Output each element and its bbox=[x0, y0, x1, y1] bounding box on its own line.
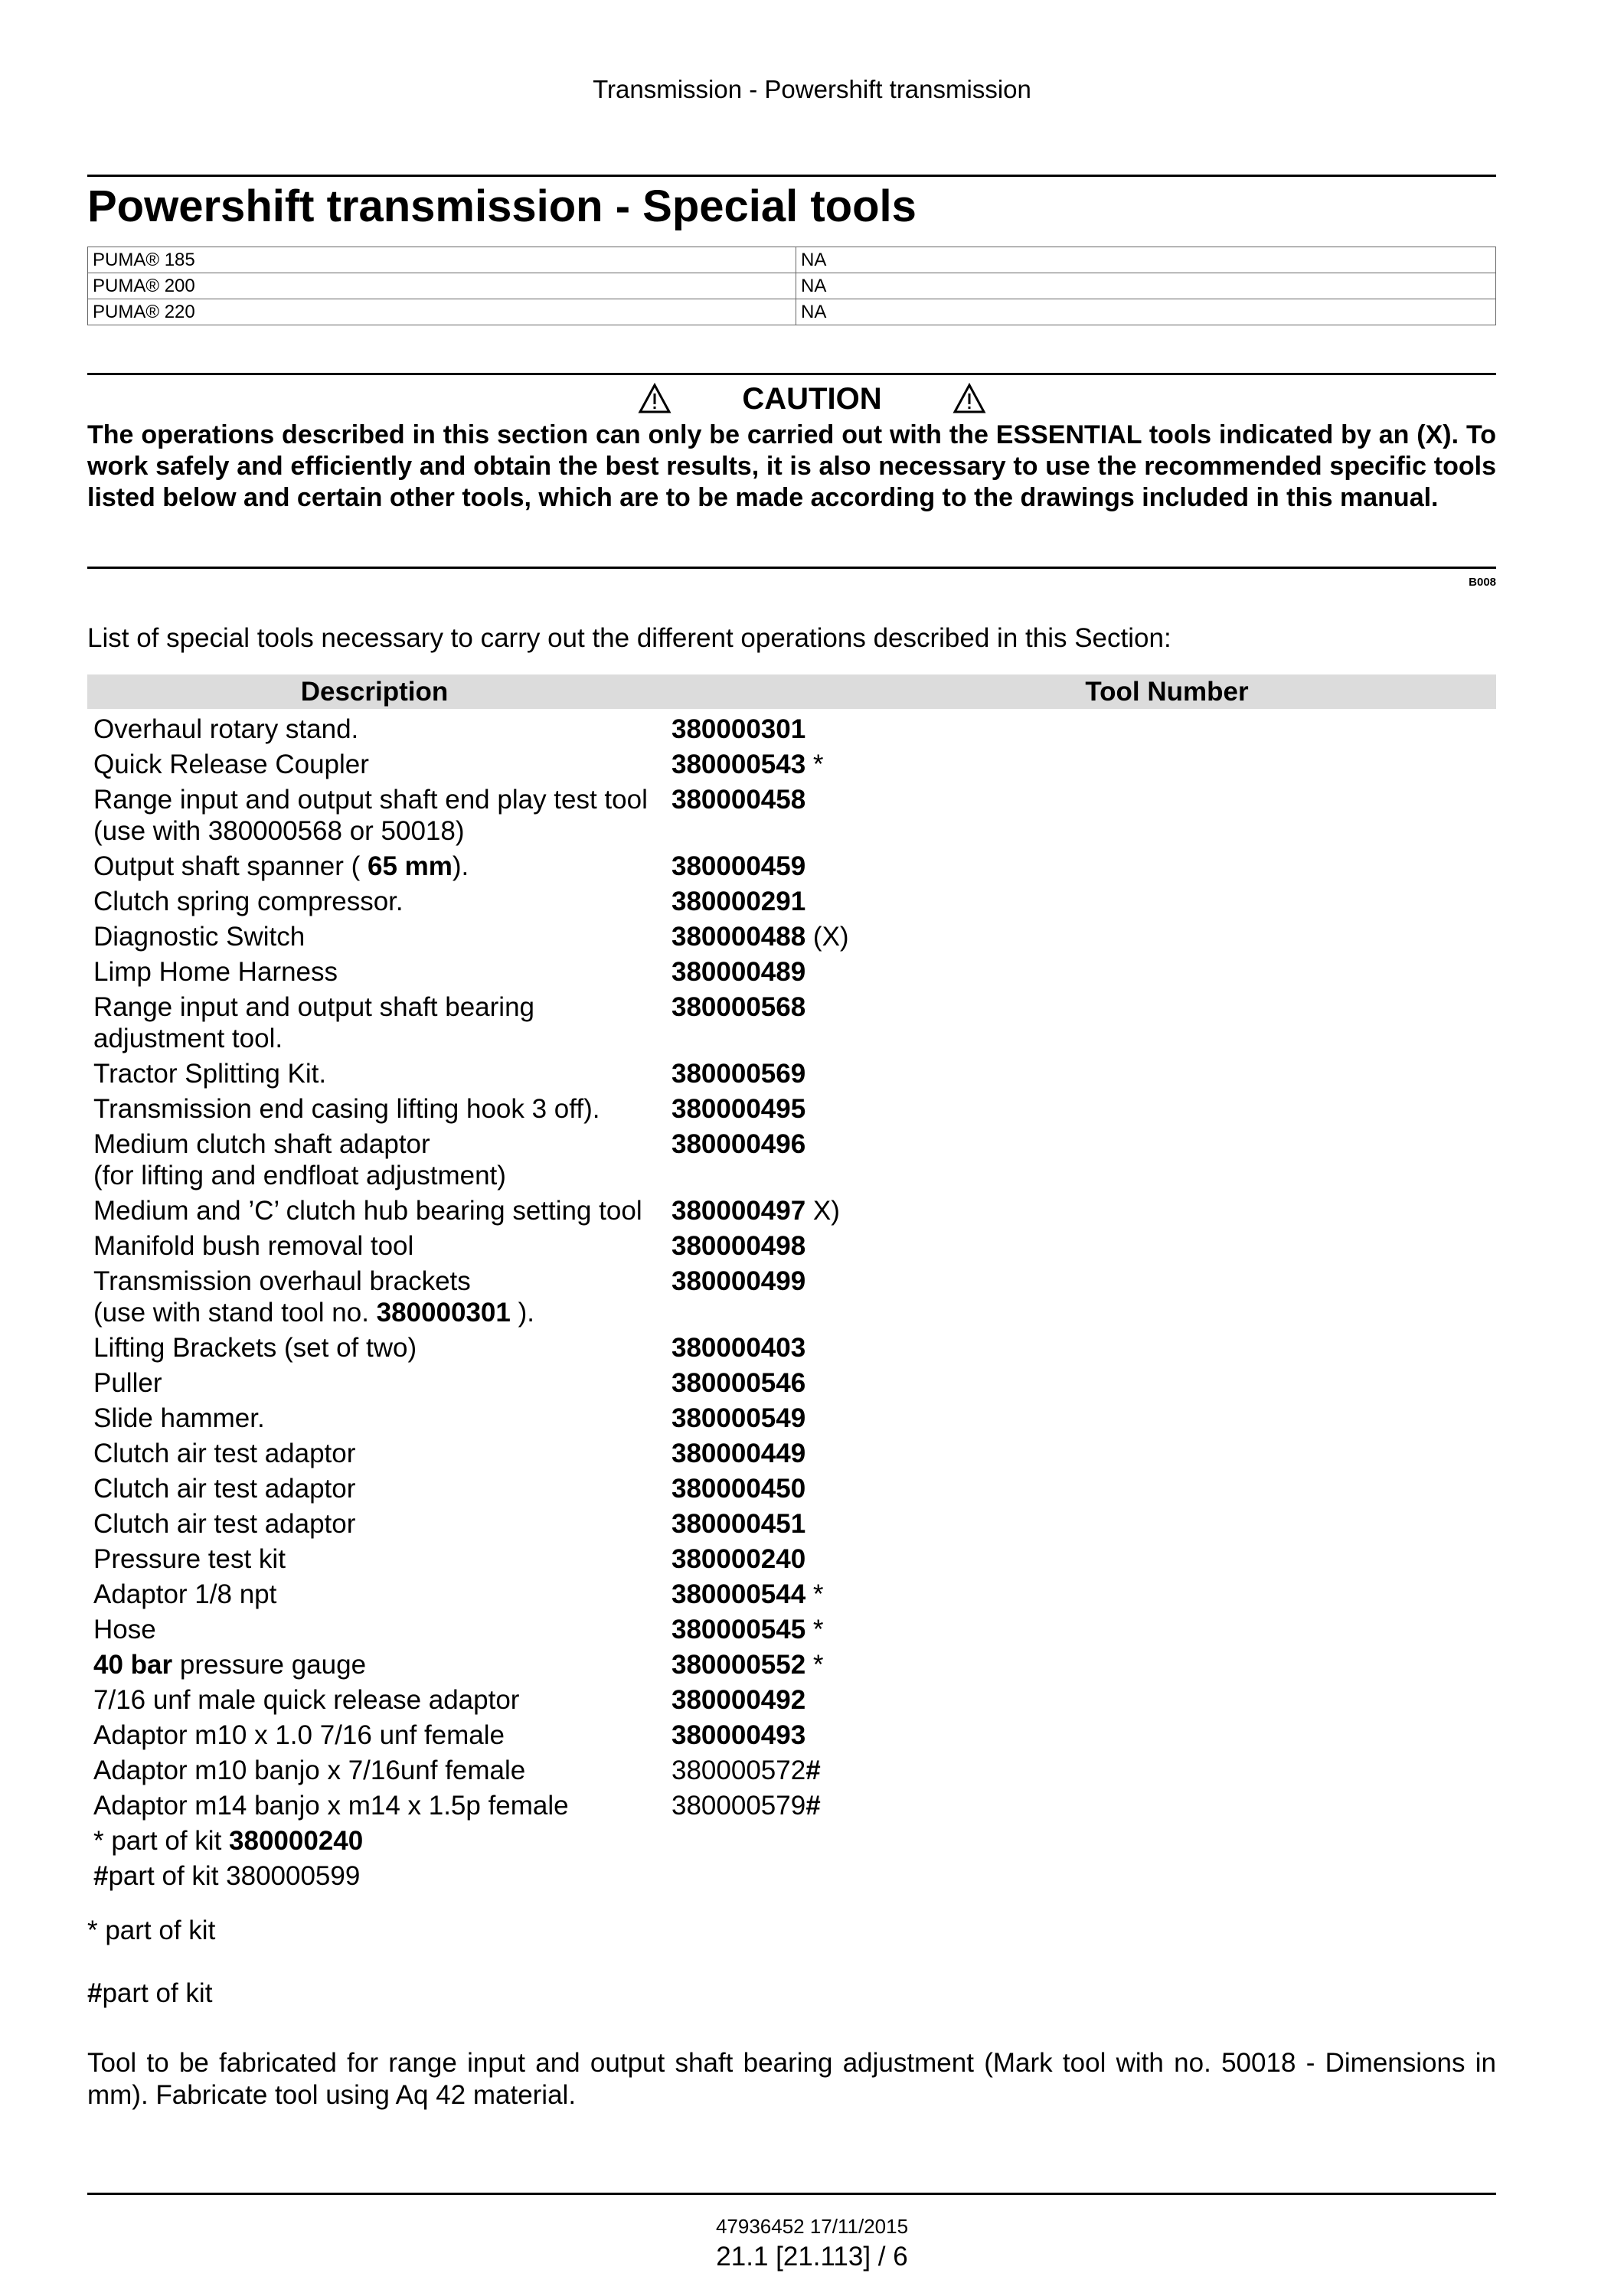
tool-description: Slide hammer. bbox=[93, 1403, 265, 1433]
tool-number: 380000496 bbox=[671, 1129, 806, 1159]
table-row bbox=[93, 956, 1495, 988]
tool-description: Pressure test kit bbox=[93, 1544, 286, 1574]
note-star: * part of kit bbox=[87, 1916, 216, 1945]
tool-number: 380000495 bbox=[671, 1094, 806, 1124]
table-row bbox=[93, 1473, 1495, 1504]
tool-number: 380000546 bbox=[671, 1368, 806, 1398]
tool-description: Adaptor 1/8 npt bbox=[93, 1579, 277, 1609]
tool-number: 380000301 bbox=[671, 714, 806, 744]
table-row bbox=[93, 1649, 1495, 1680]
tool-number: 380000498 bbox=[671, 1231, 806, 1261]
table-row bbox=[93, 1579, 1495, 1610]
tool-description: * part of kit 380000240 bbox=[93, 1826, 364, 1856]
tool-description: Output shaft spanner ( 65 mm). bbox=[93, 851, 469, 881]
table-row bbox=[93, 1128, 1495, 1191]
table-row bbox=[93, 921, 1495, 952]
table-row bbox=[93, 991, 1495, 1054]
document-code: 47936452 17/11/2015 bbox=[715, 2215, 909, 2238]
tool-number: 380000493 bbox=[671, 1720, 806, 1750]
tool-description: 40 bar pressure gauge bbox=[93, 1650, 367, 1680]
tool-number: 380000458 bbox=[671, 785, 806, 815]
title-divider bbox=[87, 175, 1496, 177]
caution-label: CAUTION bbox=[742, 381, 882, 416]
table-row bbox=[93, 1508, 1495, 1540]
tool-description: Limp Home Harness bbox=[93, 957, 338, 987]
tool-description: Clutch air test adaptor bbox=[93, 1509, 356, 1539]
running-title: Transmission - Powershift transmission bbox=[593, 75, 1031, 103]
table-row bbox=[93, 1266, 1495, 1328]
table-row bbox=[93, 1720, 1495, 1751]
table-row bbox=[93, 1195, 1495, 1226]
tool-description: #part of kit 380000599 bbox=[93, 1861, 361, 1891]
tools-table-header bbox=[87, 674, 1496, 709]
table-row bbox=[93, 1755, 1495, 1786]
tool-description: Adaptor m10 banjo x 7/16unf female bbox=[93, 1755, 526, 1785]
tool-description: Range input and output shaft end play test tool (use with 380000568 or 50018) bbox=[93, 785, 648, 846]
tool-number: 380000545 * bbox=[671, 1615, 824, 1644]
table-row bbox=[93, 1403, 1495, 1434]
tool-number: 380000497 X) bbox=[671, 1196, 840, 1226]
tool-number: 380000552 * bbox=[671, 1650, 824, 1680]
models-table bbox=[87, 247, 1496, 325]
tool-number: 380000459 bbox=[671, 851, 806, 881]
tool-number: 380000549 bbox=[671, 1403, 806, 1433]
tool-number: 380000449 bbox=[671, 1439, 806, 1468]
tool-number: 380000489 bbox=[671, 957, 806, 987]
table-row bbox=[93, 784, 1495, 847]
tool-number: 380000291 bbox=[671, 887, 806, 916]
tool-number: 380000543 * bbox=[671, 750, 824, 779]
table-row bbox=[88, 299, 1496, 325]
tool-number: 380000492 bbox=[671, 1685, 806, 1715]
table-row bbox=[93, 749, 1495, 780]
footer-divider bbox=[87, 2193, 1496, 2195]
tool-description: Manifold bush removal tool bbox=[93, 1231, 414, 1261]
tool-number: 380000499 bbox=[671, 1266, 806, 1296]
table-row bbox=[93, 1684, 1495, 1716]
tool-description: Medium and ’C’ clutch hub bearing setting tool bbox=[93, 1196, 642, 1226]
tool-description: Adaptor m14 banjo x m14 x 1.5p female bbox=[93, 1791, 569, 1821]
tool-description: Overhaul rotary stand. bbox=[93, 714, 359, 744]
table-row bbox=[88, 247, 1496, 273]
tool-number: 380000568 bbox=[671, 992, 806, 1022]
warning-triangle-icon bbox=[953, 382, 986, 416]
tool-description: Tractor Splitting Kit. bbox=[93, 1059, 327, 1089]
model-value: NA bbox=[796, 299, 1496, 325]
model-value: NA bbox=[796, 273, 1496, 299]
header-description: Description bbox=[300, 677, 449, 707]
tool-description: Adaptor m10 x 1.0 7/16 unf female bbox=[93, 1720, 505, 1750]
tool-number: 380000488 (X) bbox=[671, 922, 849, 952]
table-row bbox=[93, 886, 1495, 917]
caution-top-divider bbox=[87, 373, 1496, 375]
tool-description: Quick Release Coupler bbox=[93, 750, 369, 779]
tool-description: Clutch air test adaptor bbox=[93, 1439, 356, 1468]
tool-number: 380000544 * bbox=[671, 1579, 824, 1609]
tool-description: Diagnostic Switch bbox=[93, 922, 306, 952]
caution-text: The operations described in this section can only be carried out with the ESSENTIAL tools indicated by an (X). To work safely and efficiently and obtain the best results, it is also necessary to use the recommended specific tools listed below and certain other tools, which are to be made according to the drawings included in this manual. bbox=[87, 420, 1496, 512]
tool-description: Range input and output shaft bearing adjustment tool. bbox=[93, 992, 534, 1053]
tool-number: 380000403 bbox=[671, 1333, 806, 1363]
model-name: PUMA® 200 bbox=[88, 273, 796, 299]
tool-description: Transmission end casing lifting hook 3 off). bbox=[93, 1094, 600, 1124]
table-row bbox=[93, 1825, 1495, 1857]
page-title: Powershift transmission - Special tools bbox=[87, 181, 917, 231]
caution-heading bbox=[0, 380, 1624, 416]
table-row bbox=[93, 1058, 1495, 1089]
table-row bbox=[93, 1614, 1495, 1645]
table-row bbox=[93, 714, 1495, 745]
tool-description: Medium clutch shaft adaptor (for lifting and endfloat adjustment) bbox=[93, 1129, 506, 1190]
table-row bbox=[93, 1543, 1495, 1575]
tool-number: 380000579# bbox=[671, 1791, 821, 1821]
tool-description: 7/16 unf male quick release adaptor bbox=[93, 1685, 520, 1715]
table-row bbox=[93, 1367, 1495, 1399]
table-row bbox=[93, 851, 1495, 882]
tool-description: Transmission overhaul brackets (use with stand tool no. 380000301 ). bbox=[93, 1266, 534, 1328]
fabrication-note: Tool to be fabricated for range input and output shaft bearing adjustment (Mark tool with no. 50018 - Dimensions in mm). Fabricate tool using Aq 42 material. bbox=[87, 2048, 1496, 2110]
table-row bbox=[93, 1438, 1495, 1469]
header-tool-number: Tool Number bbox=[1085, 677, 1249, 707]
tool-number: 380000569 bbox=[671, 1059, 806, 1089]
table-row bbox=[88, 273, 1496, 299]
model-name: PUMA® 185 bbox=[88, 247, 796, 273]
table-row bbox=[93, 1332, 1495, 1364]
caution-bottom-divider bbox=[87, 567, 1496, 569]
note-hash: #part of kit bbox=[87, 1978, 213, 2008]
tool-number: 380000450 bbox=[671, 1474, 806, 1504]
tool-description: Clutch air test adaptor bbox=[93, 1474, 356, 1504]
model-value: NA bbox=[796, 247, 1496, 273]
tool-description: Puller bbox=[93, 1368, 162, 1398]
table-row bbox=[93, 1093, 1495, 1125]
table-row bbox=[93, 1230, 1495, 1262]
tool-number: 380000572# bbox=[671, 1755, 821, 1785]
model-name: PUMA® 220 bbox=[88, 299, 796, 325]
tools-table bbox=[93, 714, 1495, 1896]
caution-code: B008 bbox=[1469, 576, 1496, 589]
intro-text: List of special tools necessary to carry out the different operations described in this Section: bbox=[87, 623, 1171, 653]
tool-description: Hose bbox=[93, 1615, 156, 1644]
page-number: 21.1 [21.113] / 6 bbox=[716, 2242, 908, 2272]
tool-description: Clutch spring compressor. bbox=[93, 887, 404, 916]
tool-number: 380000451 bbox=[671, 1509, 806, 1539]
table-row bbox=[93, 1860, 1495, 1892]
tool-number: 380000240 bbox=[671, 1544, 806, 1574]
warning-triangle-icon bbox=[638, 382, 671, 416]
table-row bbox=[93, 1790, 1495, 1821]
tool-description: Lifting Brackets (set of two) bbox=[93, 1333, 417, 1363]
